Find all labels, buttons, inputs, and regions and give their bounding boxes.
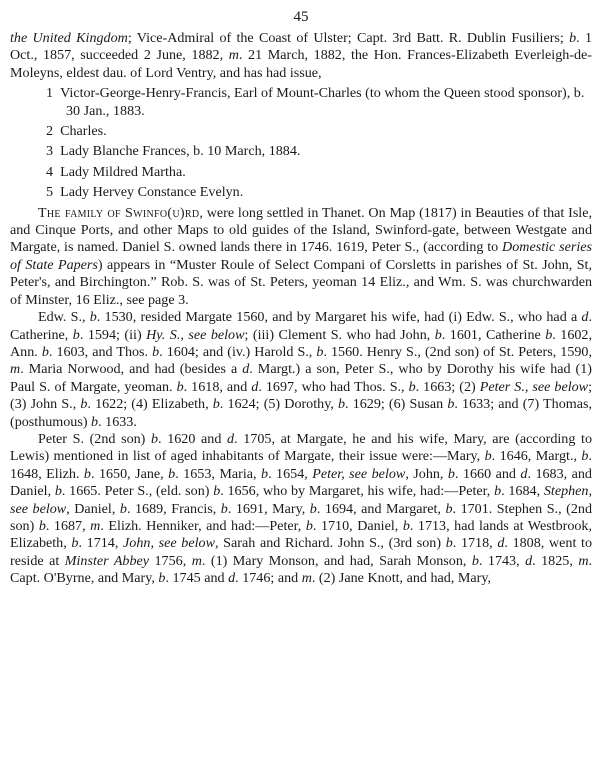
italic-text: b (80, 396, 88, 413)
text-run: ) appears in “Muster Roule of Select Compani of Corsletts in parishes of St. John, St, Peter's, and Birchington.” Rob. S. was of St. Peters, yeoman 14 Eliz., and Wm. S. was churchwarden of Minster, 16 Eliz., see page 3. (10, 256, 592, 308)
text-run: . 1710, Daniel, (312, 517, 403, 534)
issue-item (10, 123, 592, 140)
text-run: . 1633; and (7) Thomas, (posthumous) (10, 396, 592, 430)
issue-item (10, 143, 592, 160)
italic-text: b (152, 343, 160, 360)
italic-text: m (10, 361, 21, 378)
text-run: 1756, (149, 552, 192, 569)
text-run: . 1694, and Margaret, (316, 500, 446, 517)
issue-number: 4 (46, 163, 54, 180)
italic-text: b (220, 500, 228, 517)
text-run: . 1663; (2) (415, 378, 480, 395)
italic-text: b (158, 570, 166, 587)
text-run: . 1701. Stephen S., (2nd son) (10, 500, 592, 534)
italic-text: b (213, 483, 221, 500)
paragraph-edw-s (10, 309, 592, 431)
paragraph-title-continuation (10, 30, 592, 82)
text-run: . 1620 and (158, 430, 228, 447)
italic-text: b (72, 326, 80, 343)
italic-text: b (569, 30, 577, 46)
issue-text: Lady Hervey Constance Evelyn. (60, 184, 244, 201)
issue-list (10, 85, 592, 201)
text-run: ; (iii) Clement S. who had John, (244, 326, 435, 343)
text-run: . 1594; (ii) (79, 326, 147, 343)
text-run: . 1745 and (165, 570, 229, 587)
issue-number: 3 (46, 143, 54, 160)
italic-text: d (228, 570, 236, 587)
italic-text: Hy. S., see below (146, 326, 245, 343)
italic-text: b (402, 517, 410, 534)
issue-text: Lady Mildred Martha. (60, 163, 186, 180)
text-run: , Daniel, (66, 500, 120, 517)
text-run: . 1718, (452, 535, 498, 552)
text-run: . 1601, Catherine (441, 326, 546, 343)
issue-text: Charles. (60, 123, 107, 140)
text-run: . 1714, (78, 535, 124, 552)
italic-text: b (71, 535, 79, 552)
italic-text: Domestic series of State Papers (10, 239, 592, 273)
italic-text: b (445, 500, 453, 517)
text-run: . 1618, and (183, 378, 252, 395)
italic-text: b (89, 309, 97, 326)
italic-text: b (471, 552, 479, 569)
italic-text: m (578, 552, 589, 569)
italic-text: b (447, 465, 455, 482)
italic-text: b (38, 517, 46, 534)
italic-text: b (445, 535, 453, 552)
italic-text: d (242, 361, 250, 378)
text-run: . (2) Jane Knott, and had, Mary, (311, 570, 491, 587)
italic-text: Minster Abbey (64, 552, 150, 569)
text-run: . 1746; and (235, 570, 302, 587)
text-run: . 1697, who had Thos. S., (258, 378, 409, 395)
italic-text: d (581, 309, 589, 326)
italic-text: b (309, 500, 317, 517)
text-run: . Capt. O'Byrne, and Mary, (10, 552, 593, 587)
italic-text: b (316, 343, 324, 360)
italic-text: b (408, 378, 416, 395)
text-run: . 1602, Ann. (10, 326, 593, 360)
italic-text: Peter S., see below (479, 378, 589, 395)
text-run: . 1633. (98, 413, 137, 430)
text-run: . 1603, and Thos. (48, 343, 153, 360)
text-run: . 1684, (501, 483, 544, 500)
text-run: . 1604; and (iv.) Harold S., (159, 343, 317, 360)
text-run: . 1691, Mary, (227, 500, 310, 517)
text-run: . 1825, (532, 552, 579, 569)
text-run: . 1530, resided Margate 1560, and by Margaret his wife, had (i) Edw. S., who had a (96, 309, 582, 326)
italic-text: b (83, 465, 91, 482)
issue-item (10, 164, 592, 181)
italic-text: b (581, 448, 589, 465)
italic-text: b (305, 517, 313, 534)
italic-text: b (168, 465, 176, 482)
text-run: ; (3) John S., (10, 378, 592, 413)
text-run: . 1656, who by Margaret, his wife, had:—Peter, (220, 483, 495, 500)
italic-text: d (251, 378, 259, 395)
paragraph-swinford-family (10, 205, 592, 309)
italic-text: the United Kingdom (10, 30, 128, 46)
issue-text: Victor-George-Henry-Francis, Earl of Mount-Charles (to whom the Queen stood sponsor), b. 30 Jan., 1883. (60, 85, 585, 119)
text-run: . 1705, at Margate, he and his wife, Mary, are (according to Lewis) mentioned in list of aged inhabitants of Margate, their issue were:—Mary, (10, 430, 593, 465)
italic-text: b (261, 465, 269, 482)
italic-text: b (91, 413, 99, 430)
text-run: . 1713, had lands at Westbrook, Elizabeth, (10, 517, 593, 552)
italic-text: b (119, 500, 127, 517)
italic-text: b (54, 483, 62, 500)
issue-item (10, 184, 592, 201)
text-run: . 1808, went to reside at (10, 535, 592, 569)
italic-text: b (151, 430, 159, 447)
text-run: . 1 Oct., 1857, succeeded 2 June, 1882, (10, 30, 593, 64)
italic-text: John, see below (123, 535, 215, 552)
italic-text: b (545, 326, 553, 343)
italic-text: d (227, 430, 235, 447)
text-run: , Sarah and Richard. John S., (3rd son) (214, 535, 446, 552)
italic-text: m (90, 517, 101, 534)
text-run: . 1687, (45, 517, 91, 534)
paragraph-peter-s (10, 431, 592, 588)
text-run: ; Vice-Admiral of the Coast of Ulster; Capt. 3rd Batt. R. Dublin Fusiliers; (127, 30, 570, 46)
italic-text: b (447, 396, 455, 413)
issue-number: 5 (46, 184, 54, 201)
text-run: . Maria Norwood, and had (besides a (20, 361, 243, 378)
text-run: . 1654, (268, 465, 313, 482)
text-run: . 1660 and (454, 465, 521, 482)
text-run: Peter S. (2nd son) (38, 430, 151, 447)
text-run: . 1689, Francis, (126, 500, 221, 517)
italic-text: b (494, 483, 502, 500)
text-run: . 1650, Jane, (90, 465, 169, 482)
text-run: . 21 March, 1882, the Hon. Frances-Elizabeth Everleigh-de-Moleyns, eldest dau. of Lord Ventry, and has had issue, (10, 47, 592, 81)
italic-text: Peter, see below (312, 465, 406, 482)
text-run: . 1622; (4) Elizabeth, (87, 396, 213, 413)
italic-text: b (434, 326, 442, 343)
issue-item (10, 85, 592, 120)
text-run: . 1653, Maria, (175, 465, 262, 482)
italic-text: b (484, 448, 492, 465)
small-caps-heading: The family of Swinfo(u)rd (38, 204, 200, 221)
text-run: . 1629; (6) Susan (345, 396, 448, 413)
italic-text: d (497, 535, 505, 552)
text-run: . 1665. Peter S., (eld. son) (61, 483, 214, 500)
italic-text: m (228, 47, 239, 64)
italic-text: b (337, 396, 346, 413)
page-number: 45 (293, 9, 309, 25)
text-run: Edw. S., (38, 309, 90, 326)
italic-text: d (520, 465, 528, 482)
italic-text: m (191, 552, 202, 569)
text-run: . Elizh. Henniker, and had:—Peter, (100, 517, 306, 534)
italic-text: b (176, 378, 184, 395)
issue-text: Lady Blanche Frances, b. 10 March, 1884. (60, 143, 301, 160)
text-run: . 1646, Margt., (491, 448, 582, 465)
italic-text: b (212, 396, 220, 413)
italic-text: Stephen, see below (10, 483, 592, 517)
text-run: . 1683, and Daniel, (10, 465, 592, 500)
issue-number: 2 (46, 123, 54, 140)
italic-text: b (41, 343, 49, 360)
text-run: . 1624; (5) Dorothy, (219, 396, 338, 413)
text-run: . (1) Mary Monson, and had, Sarah Monson, (201, 552, 472, 569)
text-run: , were long settled in Thanet. On Map (1817) in Beauties of that Isle, and Cinque Ports, and other Maps to old guides of the Island, Swinford-gate, between Westgate and Margate, is named. Daniel S. owned lands there in 1746. 1619, Peter S., (according to (10, 204, 593, 256)
text-run: , John, (405, 465, 448, 482)
italic-text: m (301, 570, 312, 587)
issue-number: 1 (46, 85, 54, 102)
italic-text: d (525, 552, 533, 569)
text-run: . 1743, (478, 552, 526, 569)
text-run: . Catherine, (10, 309, 592, 343)
text-run: . 1648, Elizh. (10, 448, 592, 482)
text-run: . Margt.) a son, Peter S., who by Dorothy his wife had (1) Paul S. of Margate, yeoman. (10, 361, 592, 395)
text-run: . 1560. Henry S., (2nd son) of St. Peters, 1590, (323, 343, 592, 360)
